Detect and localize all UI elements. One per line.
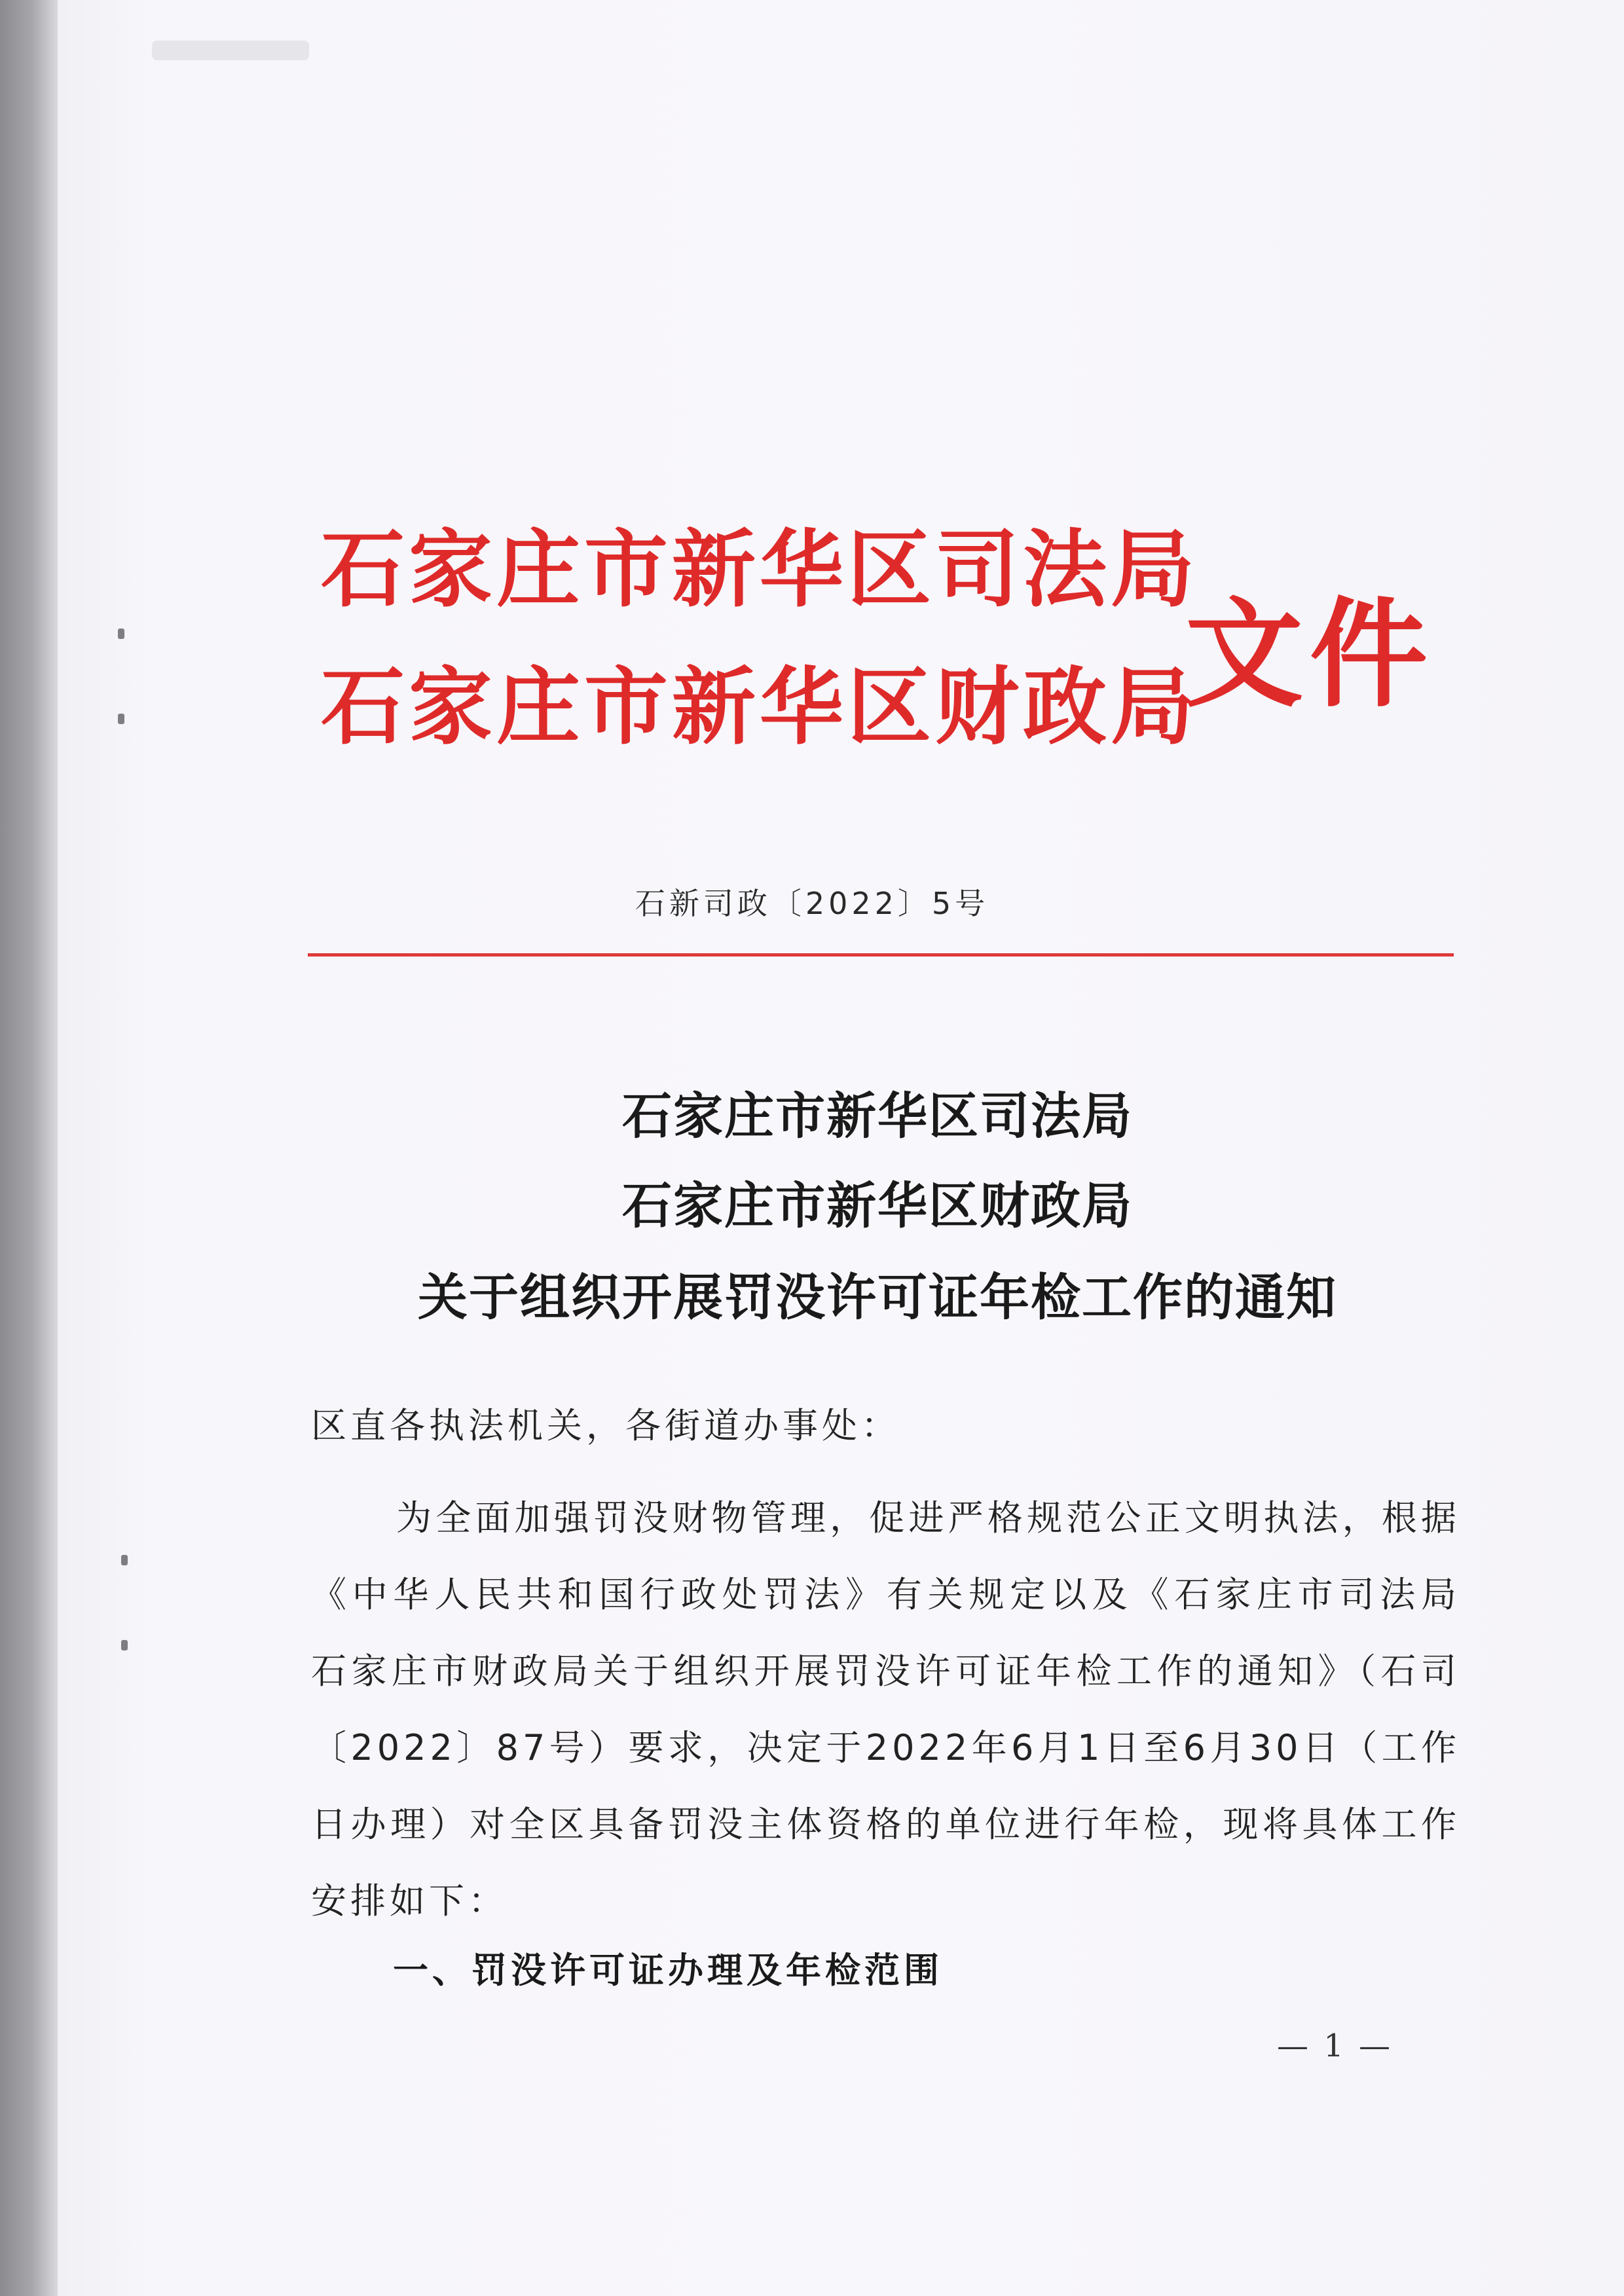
document-number: 石新司政〔2022〕5号: [635, 886, 989, 921]
notice-title-line-3: 关于组织开展罚没许可证年检工作的通知: [418, 1268, 1337, 1326]
notice-title-line-1: 石家庄市新华区司法局: [622, 1087, 1133, 1145]
binding-hole-mark: [118, 629, 124, 639]
salutation: 区直各执法机关，各街道办事处：: [311, 1405, 900, 1446]
binding-hole-mark: [118, 714, 124, 724]
binding-hole-mark: [121, 1555, 128, 1565]
page-number: — 1 —: [1277, 2028, 1393, 2064]
scan-smudge: [152, 41, 309, 60]
document-type-label: 文件: [1185, 585, 1435, 723]
binding-hole-mark: [121, 1640, 128, 1650]
red-separator-rule: [308, 953, 1454, 957]
body-paragraph: 为全面加强罚没财物管理，促进严格规范公正文明执法，根据《中华人民共和国行政处罚法》有关规定以及《石家庄市司法局 石家庄市财政局关于组织开展罚没许可证年检工作的通知》（石司〔2022〕87号）要求，决定于2022年6月1日至6月30日（工作日办理）对全区具备罚没主体资格的单位进行年检，现将具体工作安排如下：: [311, 1497, 1460, 1922]
scan-edge: [0, 0, 58, 2296]
notice-title-line-2: 石家庄市新华区财政局: [622, 1176, 1133, 1235]
issuer-line-finance-bureau: 石家庄市新华区财政局: [321, 658, 1199, 756]
section-heading: 一、罚没许可证办理及年检范围: [393, 1950, 943, 1991]
issuer-line-justice-bureau: 石家庄市新华区司法局: [321, 520, 1199, 619]
